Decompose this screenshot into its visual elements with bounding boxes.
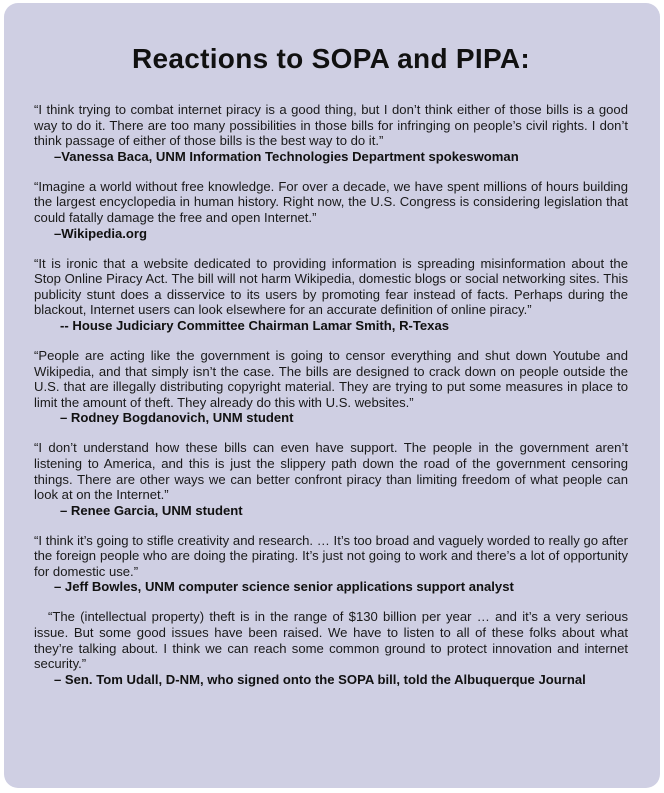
quote-attribution: – Renee Garcia, UNM student <box>60 502 243 518</box>
quote-block-bowles <box>34 533 628 596</box>
quote-text: “It is ironic that a website dedicated to providing information is spreading misinformation about the Stop Online Piracy Act. The bill will not harm Wikipedia, domestic blogs or social networking sites. This publicity stunt does a disservice to its users by promoting fear instead of facts. Perhaps during the blackout, Internet users can look elsewhere for an accurate definition of online piracy.” <box>34 255 628 318</box>
quote-attribution: – Rodney Bogdanovich, UNM student <box>60 410 294 426</box>
page-title: Reactions to SOPA and PIPA: <box>131 43 531 74</box>
quote-text: “I think it’s going to stifle creativity and research. … It’s too broad and vaguely worded to really go after the foreign people who are doing the pirating. It’s just not going to work and there’s a lot of opportunity for domestic use.” <box>34 532 628 579</box>
quote-block-bogdanovich <box>34 348 628 426</box>
quote-attribution: – Sen. Tom Udall, D-NM, who signed onto the SOPA bill, told the Albuquerque Journal <box>54 671 586 687</box>
quote-block-smith <box>34 256 628 334</box>
quote-text: “People are acting like the government is going to censor everything and shut down Youtube and Wikipedia, and that simply isn’t the case. The bills are designed to crack down on people outside the U.S. that are illegally distributing copyright material. They are trying to put some measures in place to limit the amount of theft. They already do this with U.S. websites.” <box>34 347 628 410</box>
quote-block-wikipedia <box>34 179 628 242</box>
quote-block-garcia <box>34 440 628 518</box>
quote-attribution: –Wikipedia.org <box>54 225 148 241</box>
reactions-panel <box>4 3 660 788</box>
quote-block-baca <box>34 102 628 165</box>
quote-attribution: – Jeff Bowles, UNM computer science senior applications support analyst <box>54 579 514 595</box>
quote-block-udall <box>34 609 628 687</box>
quote-text: “I don’t understand how these bills can even have support. The people in the government aren’t listening to America, and this is just the slippery path down the road of the government censoring things. There are other ways we can better confront piracy than limiting freedom of what people can look at on the Internet.” <box>34 440 628 503</box>
quotes-list <box>34 102 628 688</box>
quote-text: “The (intellectual property) theft is in the range of $130 billion per year … and it’s a very serious issue. But some good issues have been raised. We have to listen to all of these folks about what they’re talking about. I think we can reach some common ground to protect innovation and internet security.” <box>34 609 628 672</box>
quote-text: “I think trying to combat internet piracy is a good thing, but I don’t think either of those bills is a good way to do it. There are too many possibilities in those bills for infringing on people’s civil rights. I don’t think passage of either of those bills is the best way to do it.” <box>34 102 628 149</box>
quote-text: “Imagine a world without free knowledge. For over a decade, we have spent millions of hours building the largest encyclopedia in human history. Right now, the U.S. Congress is considering legislation that could fatally damage the free and open Internet.” <box>34 178 628 225</box>
quote-attribution: –Vanessa Baca, UNM Information Technologies Department spokeswoman <box>54 148 519 164</box>
quote-attribution: -- House Judiciary Committee Chairman Lamar Smith, R-Texas <box>60 317 450 333</box>
